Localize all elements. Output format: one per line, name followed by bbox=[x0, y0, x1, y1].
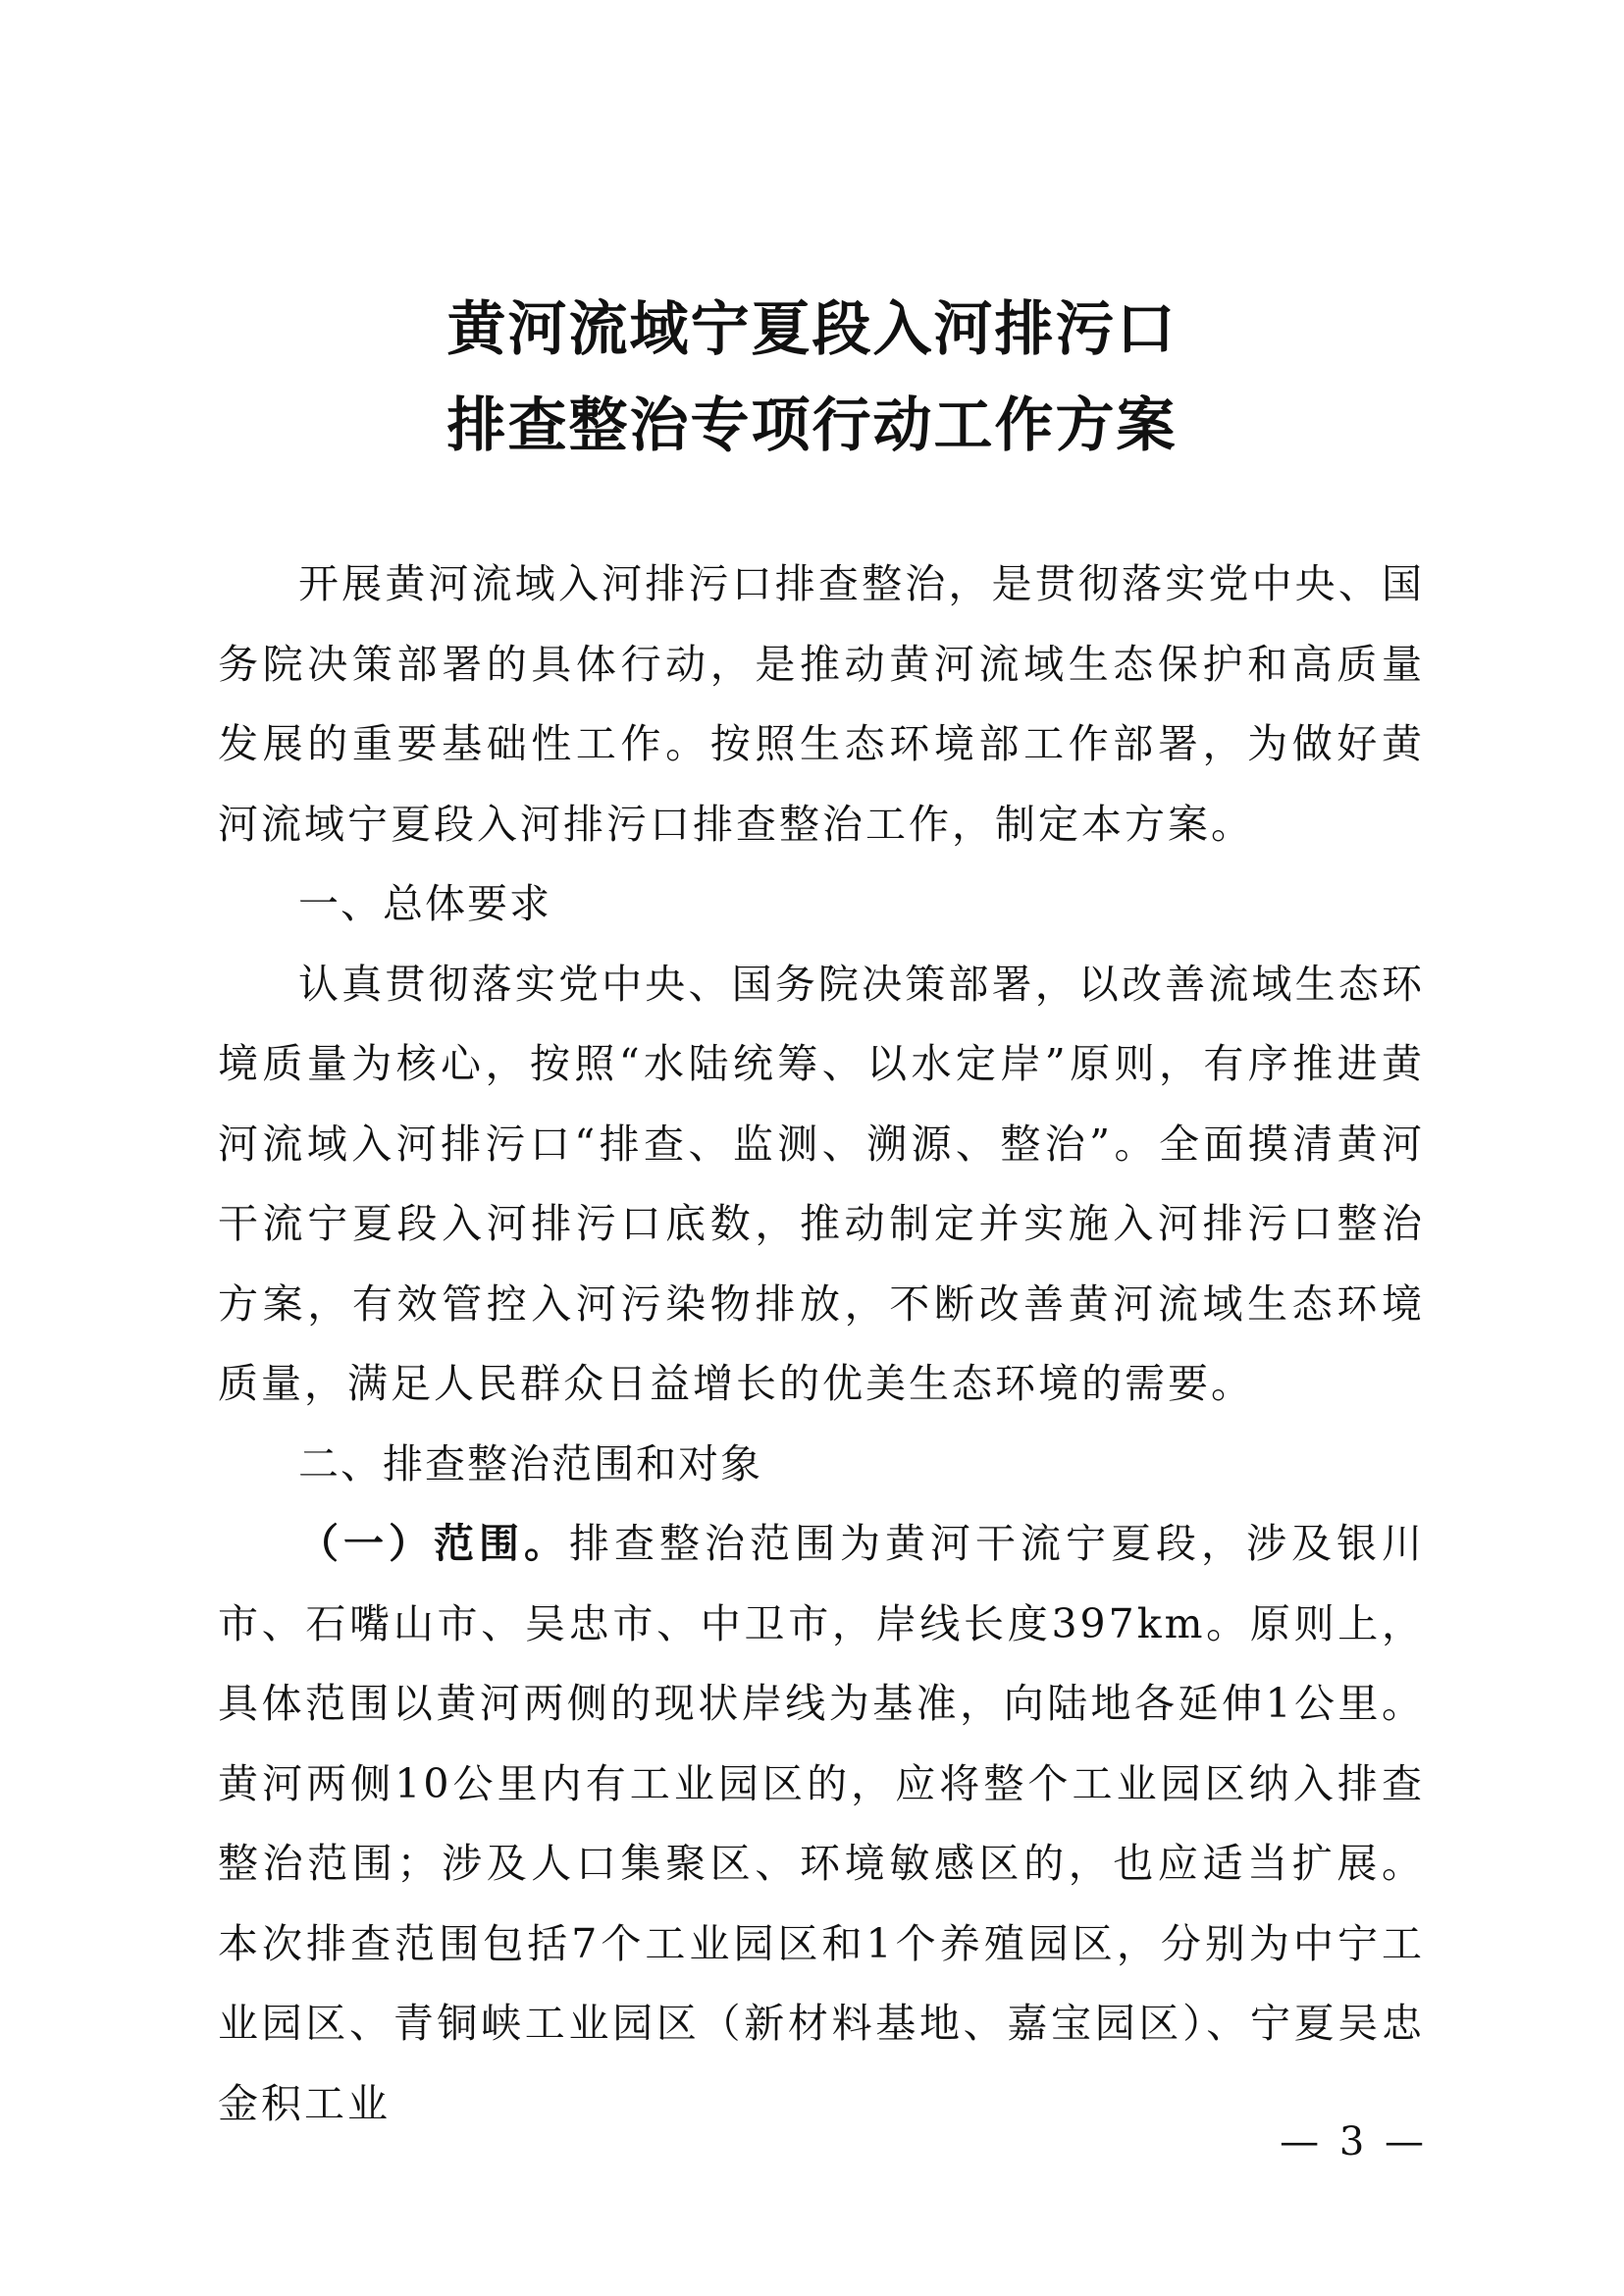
subsection-1-lead: （一）范围。 bbox=[298, 1520, 569, 1567]
document-title-line-1: 黄河流域宁夏段入河排污口 bbox=[446, 295, 1178, 364]
document-title-line-2: 排查整治专项行动工作方案 bbox=[446, 391, 1178, 460]
intro-paragraph: 开展黄河流域入河排污口排查整治，是贯彻落实党中央、国务院决策部署的具体行动，是推动黄河流域生态保护和高质量发展的重要基础性工作。按照生态环境部工作部署，为做好黄河流域宁夏段入河排污口排查整治工作，制定本方案。 bbox=[218, 560, 1425, 848]
section-2-heading: 二、排查整治范围和对象 bbox=[298, 1439, 762, 1487]
subsection-1-text: 排查整治范围为黄河干流宁夏段，涉及银川市、石嘴山市、吴忠市、中卫市，岸线长度397km。原则上，具体范围以黄河两侧的现状岸线为基准，向陆地各延伸1公里。黄河两侧10公里内有工业园区的，应将整个工业园区纳入排查整治范围；涉及人口集聚区、环境敏感区的，也应适当扩展。本次排查范围包括7个工业园区和1个养殖园区，分别为中宁工业园区、青铜峡工业园区（新材料基地、嘉宝园区）、宁夏吴忠金积工业 bbox=[218, 1520, 1425, 2127]
section-1-paragraph: 认真贯彻落实党中央、国务院决策部署，以改善流域生态环境质量为核心，按照“水陆统筹、以水定岸”原则，有序推进黄河流域入河排污口“排查、监测、溯源、整治”。全面摸清黄河干流宁夏段入河排污口底数，推动制定并实施入河排污口整治方案，有效管控入河污染物排放，不断改善黄河流域生态环境质量，满足人民群众日益增长的优美生态环境的需要。 bbox=[218, 960, 1425, 1407]
section-1-heading: 一、总体要求 bbox=[298, 880, 551, 927]
document-body bbox=[218, 545, 1425, 2144]
subsection-1-paragraph bbox=[218, 1504, 1425, 2144]
page-number: — 3 — bbox=[1280, 2119, 1428, 2165]
